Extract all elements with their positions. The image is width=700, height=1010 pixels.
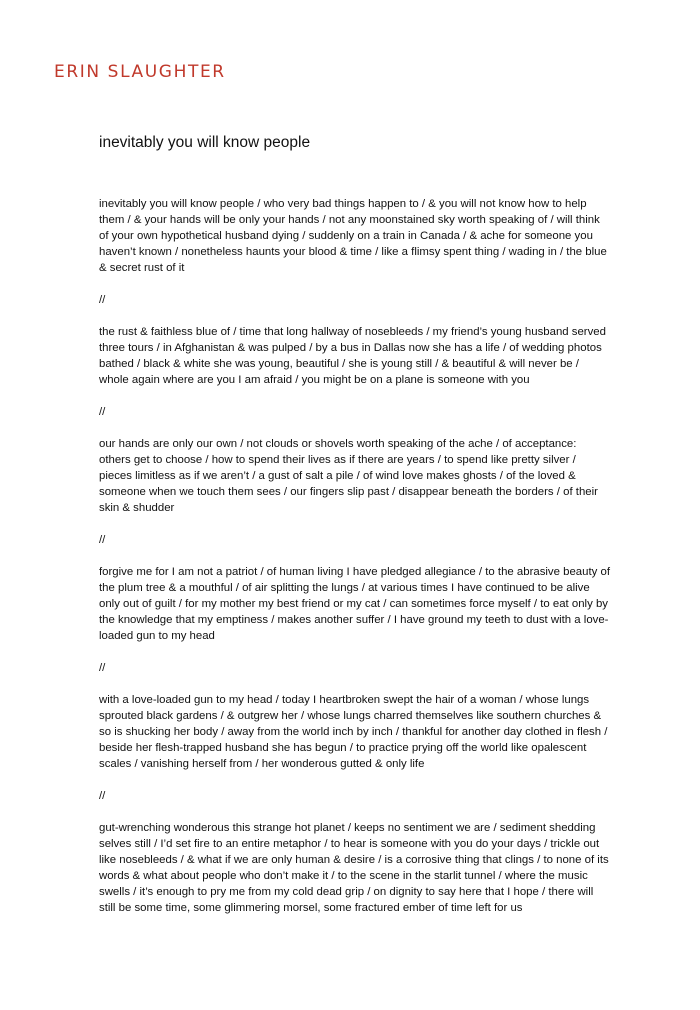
site-title[interactable]: ERIN SLAUGHTER [54,62,226,82]
poem-stanza: inevitably you will know people / who very bad things happen to / & you will not know how to help them / & your hands will be only your hands / not any moonstained sky worth speaking of / will think of your own hypothetical husband dying / suddenly on a train in Canada / & ache for someone you haven’t known / nonetheless haunts your blood & time / like a flimsy spent thing / wading in / the blue & secret rust of it [99,198,607,274]
poem-stanza: forgive me for I am not a patriot / of human living I have pledged allegiance / to the abrasive beauty of the plum tree & a mouthful / of air splitting the lungs / at various times I have continued to be alive only out of guilt / for my mother my best friend or my cat / can sometimes force myself / to eat only by the knowledge that my emptiness / makes another suffer / I have ground my teeth to dust with a love-loaded gun to my head [99,566,610,642]
poem-stanza: gut-wrenching wonderous this strange hot planet / keeps no sentiment we are / sediment shedding selves still / I’d set fire to an entire metaphor / to hear is someone with you do your days / trickle out like nosebleeds / & what if we are only human & desire / is a corrosive thing that clings / to none of its words & what about people who don’t make it / to the scene in the starlit tunnel / where the music swells / it’s enough to pry me from my cold dead grip / on dignity to say here that I hope / there will still be some time, some glimmering morsel, some fractured ember of time left for us [99,822,609,914]
poem-stanza: the rust & faithless blue of / time that long hallway of nosebleeds / my friend’s young husband served three tours / in Afghanistan & was pulped / by a bus in Dallas now she has a life / of wedding photos bathed / black & white she was young, beautiful / she is young still / & beautiful & will never be / whole again where are you I am afraid / you might be on a plane is someone with you [99,326,606,386]
poem-body [99,196,611,932]
poem-title: inevitably you will know people [99,134,311,151]
section-separator: // [99,294,106,306]
poem-stanza: our hands are only our own / not clouds or shovels worth speaking of the ache / of acceptance: others get to choose / how to spend their lives as if there are years / to spend like pretty silver / pieces limitless as if we aren’t / a gust of salt a pile / of wind love makes ghosts / of the loved & someone when we touch them sees / our fingers slip past / disappear beneath the borders / of their skin & shudder [99,438,598,514]
section-separator: // [99,534,106,546]
poem-stanza: with a love-loaded gun to my head / today I heartbroken swept the hair of a woman / whose lungs sprouted black gardens / & outgrew her / whose lungs charred themselves like southern churches & so is shucking her body / away from the world inch by inch / thankful for another day clothed in flesh / beside her flesh-trapped husband she has begun / to practice prying off the world like opalescent scales / vanishing herself from / her wonderous gutted & only life [99,694,608,770]
section-separator: // [99,662,106,674]
section-separator: // [99,406,106,418]
section-separator: // [99,790,106,802]
